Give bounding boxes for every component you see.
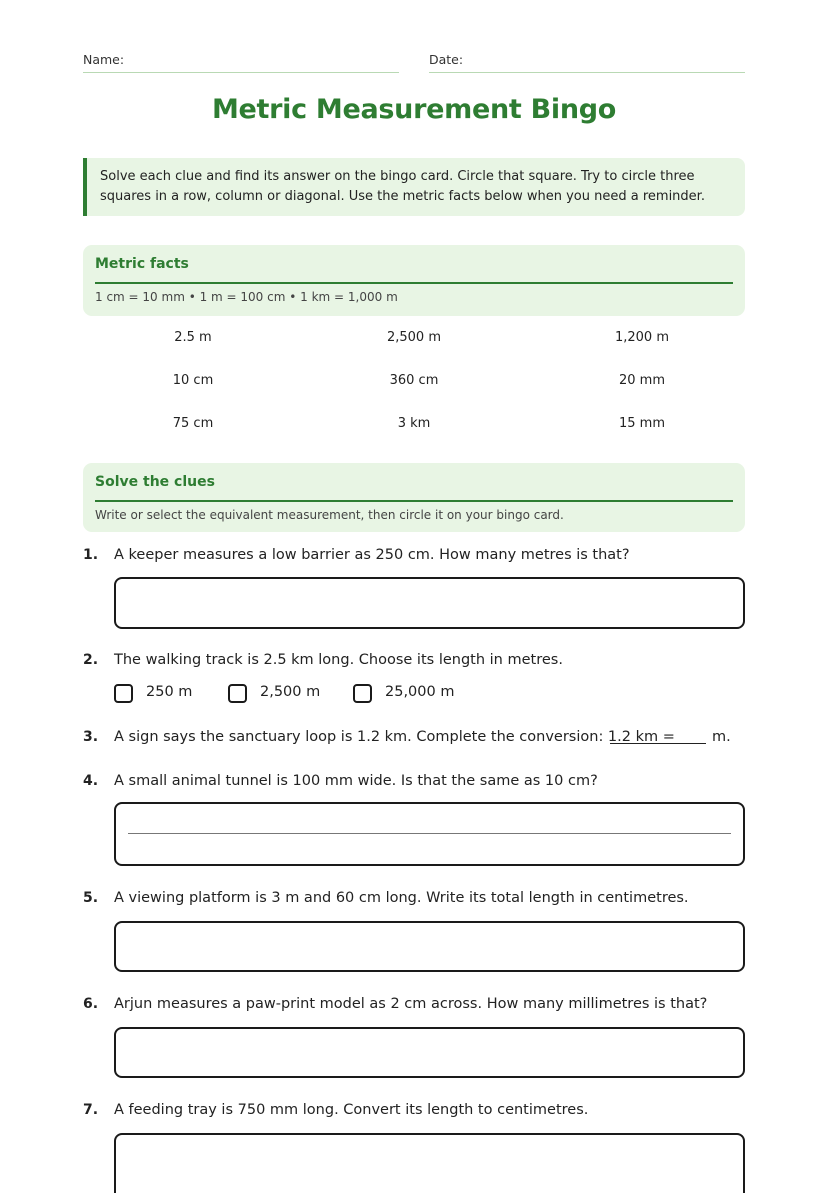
writing-line [128,833,731,834]
question-number: 3. [83,729,99,745]
question-text: A keeper measures a low barrier as 250 cm. How many metres is that? [114,547,630,563]
question-text: The walking track is 2.5 km long. Choose its length in metres. [114,652,563,668]
question-number: 6. [83,996,99,1012]
date-label: Date: [429,52,464,67]
metric-facts-text: 1 cm = 10 mm • 1 m = 100 cm • 1 km = 1,000 m [95,290,398,304]
instructions-box: Solve each clue and find its answer on the bingo card. Circle that square. Try to circle three squares in a row, column or diagonal. Use the metric facts below when you need a reminder. [83,158,745,216]
question-text: A sign says the sanctuary loop is 1.2 km. Complete the conversion: 1.2 km = [114,729,675,745]
choice-group-2 [114,683,614,707]
date-field[interactable] [429,50,745,73]
clues-heading: Solve the clues [95,463,733,502]
bingo-cell[interactable]: 2.5 m [174,330,212,345]
question-text: Arjun measures a paw-print model as 2 cm across. How many millimetres is that? [114,996,708,1012]
question-number: 7. [83,1102,99,1118]
checkbox[interactable] [114,684,133,703]
name-field[interactable] [83,50,399,73]
metric-facts-heading: Metric facts [95,245,733,284]
page-title: Metric Measurement Bingo [211,94,617,125]
bingo-cell[interactable]: 360 cm [389,373,439,388]
choice-label: 25,000 m [385,684,455,700]
fill-in-blank-3[interactable] [610,743,706,744]
answer-box-6[interactable] [114,1027,745,1078]
answer-box-1[interactable] [114,577,745,629]
bingo-cell[interactable]: 10 cm [172,373,214,388]
bingo-cell[interactable]: 1,200 m [614,330,669,345]
answer-box-4[interactable] [114,802,745,866]
question-number: 1. [83,547,99,563]
answer-box-5[interactable] [114,921,745,972]
bingo-cell[interactable]: 2,500 m [386,330,441,345]
fill-in-unit: m. [712,729,731,745]
clues-text: Write or select the equivalent measurement, then circle it on your bingo card. [95,508,564,522]
header-row [83,50,745,74]
bingo-cell[interactable]: 75 cm [172,416,214,431]
choice-label: 2,500 m [260,684,321,700]
name-label: Name: [83,52,125,67]
question-number: 4. [83,773,99,789]
question-text: A small animal tunnel is 100 mm wide. Is that the same as 10 cm? [114,773,598,789]
question-number: 2. [83,652,99,668]
question-number: 5. [83,890,99,906]
bingo-cell[interactable]: 15 mm [618,416,665,431]
checkbox[interactable] [353,684,372,703]
question-text: A viewing platform is 3 m and 60 cm long. Write its total length in centimetres. [114,890,689,906]
answer-box-7[interactable] [114,1133,745,1193]
choice-label: 250 m [146,684,193,700]
question-text: A feeding tray is 750 mm long. Convert its length to centimetres. [114,1102,589,1118]
bingo-cell[interactable]: 3 km [397,416,431,431]
metric-facts-panel [83,245,745,316]
checkbox[interactable] [228,684,247,703]
clues-panel [83,463,745,532]
bingo-cell[interactable]: 20 mm [618,373,665,388]
